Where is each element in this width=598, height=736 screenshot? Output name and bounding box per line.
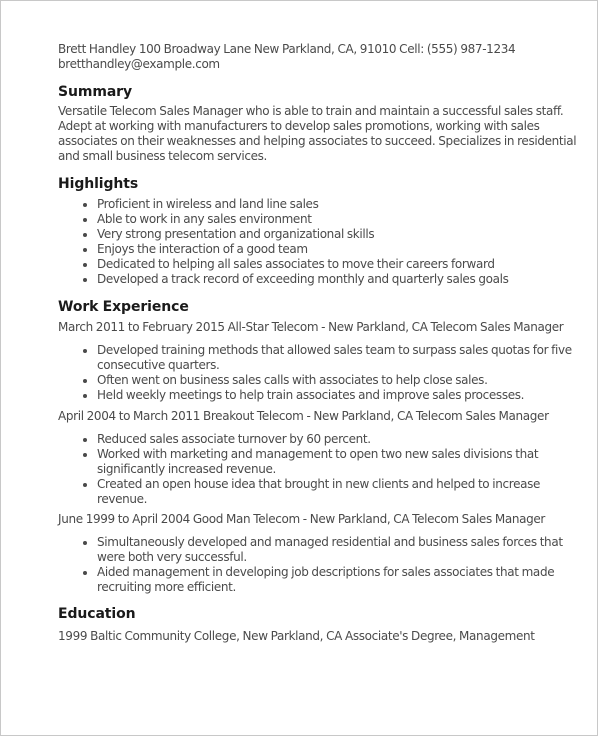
list-item: • Able to work in any sales environment: [97, 212, 591, 227]
highlights-heading: Highlights: [58, 176, 139, 192]
list-item: • Aided management in developing job descriptions for sales associates that made recruiting more efficient.: [97, 565, 591, 595]
highlights-list: [58, 197, 591, 287]
list-item: • Held weekly meetings to help train associates and improve sales processes.: [97, 388, 591, 403]
contact-block: [58, 42, 591, 72]
summary-heading: Summary: [58, 84, 133, 100]
list-item: • Created an open house idea that brought in new clients and helped to increase revenue.: [97, 477, 591, 507]
list-item: • Dedicated to helping all sales associates to move their careers forward: [97, 257, 591, 272]
list-item: • Enjoys the interaction of a good team: [97, 242, 591, 257]
list-item: • Often went on business sales calls with associates to help close sales.: [97, 373, 591, 388]
experience-heading: Work Experience: [58, 299, 189, 315]
list-item: • Developed training methods that allowed sales team to surpass sales quotas for five consecutive quarters.: [97, 343, 591, 373]
list-item: • Very strong presentation and organizational skills: [97, 227, 591, 242]
education-text: 1999 Baltic Community College, New Parkland, CA Associate's Degree, Management: [58, 629, 535, 643]
contact-email: bretthandley@example.com: [58, 57, 220, 71]
resume-content: [58, 42, 591, 644]
education-heading: Education: [58, 606, 136, 622]
job-bullets: [58, 535, 591, 595]
list-item: • Worked with marketing and management to open two new sales divisions that significantly increased revenue.: [97, 447, 591, 477]
job-title: April 2004 to March 2011 Breakout Telecom - New Parkland, CA Telecom Sales Manager: [58, 409, 549, 423]
job-title: March 2011 to February 2015 All-Star Telecom - New Parkland, CA Telecom Sales Manager: [58, 320, 564, 334]
list-item: • Reduced sales associate turnover by 60 percent.: [97, 432, 591, 447]
job-title: June 1999 to April 2004 Good Man Telecom - New Parkland, CA Telecom Sales Manager: [58, 512, 545, 526]
list-item: • Developed a track record of exceeding monthly and quarterly sales goals: [97, 272, 591, 287]
summary-text: Versatile Telecom Sales Manager who is able to train and maintain a successful sales staff. Adept at working with manufacturers to develop sales promotions, working with sales associates on their weaknesses and helping associates to succeed. Specializes in residential and small business telecom services.: [58, 104, 577, 163]
list-item: • Simultaneously developed and managed residential and business sales forces that were both very successful.: [97, 535, 591, 565]
contact-line: Brett Handley 100 Broadway Lane New Parkland, CA, 91010 Cell: (555) 987-1234: [58, 42, 516, 56]
list-item: • Proficient in wireless and land line sales: [97, 197, 591, 212]
job-bullets: [58, 343, 591, 403]
job-bullets: [58, 432, 591, 507]
